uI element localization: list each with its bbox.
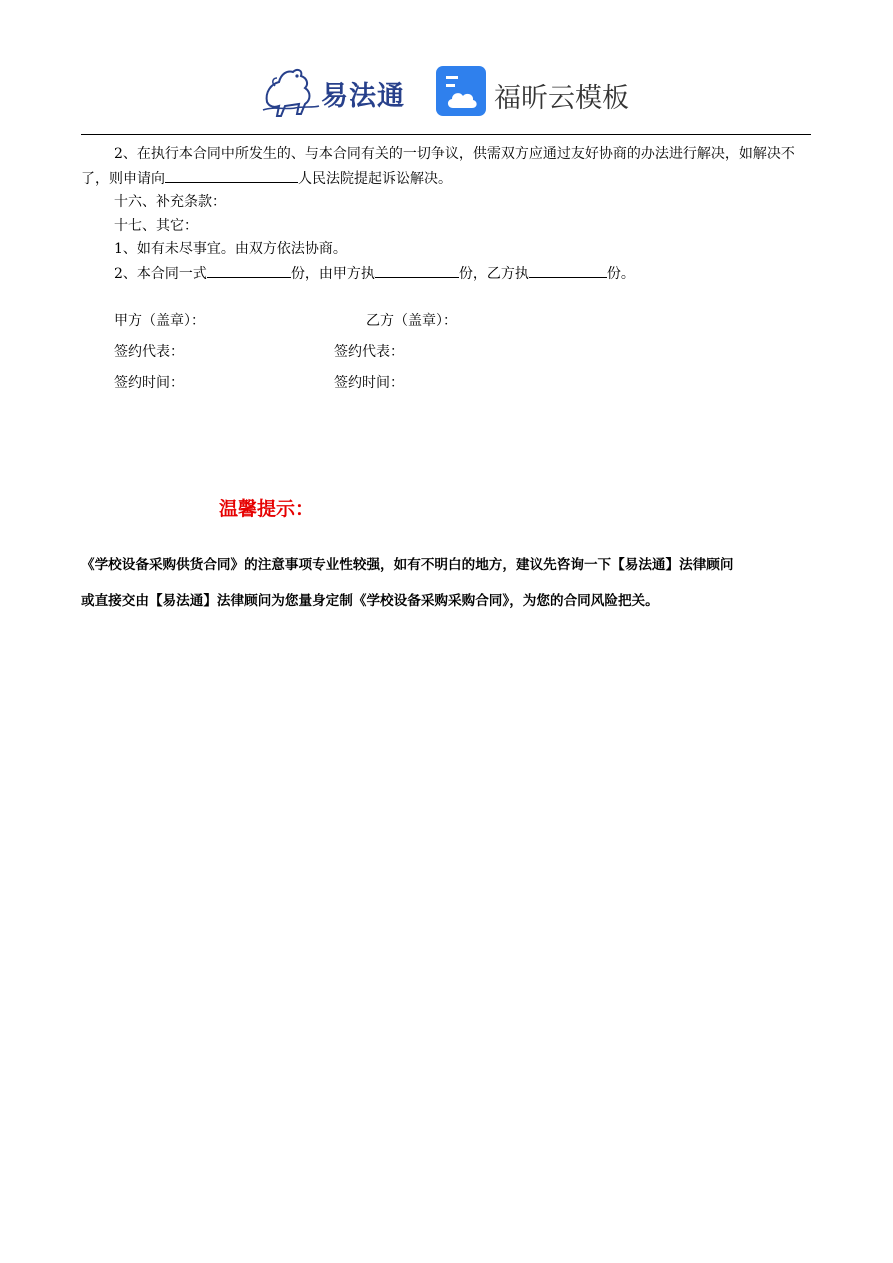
party-a-seal-label: 甲方（盖章）： <box>114 313 205 329</box>
party-b-seal-label: 乙方（盖章）： <box>366 313 457 329</box>
party-a-representative-label: 签约代表： <box>114 344 184 360</box>
court-name-blank <box>165 167 298 183</box>
qilin-icon <box>261 62 321 118</box>
page-header <box>0 58 893 128</box>
section-16-heading: 十六、补充条款： <box>114 194 226 210</box>
party-b-date-label: 签约时间： <box>334 375 404 391</box>
yifatong-brand-text: 易法通 <box>321 81 405 112</box>
tip-line-1: 《学校设备采购供货合同》的注意事项专业性较强，如有不明白的地方，建议先咨询一下【易法通】法律顾问 <box>81 557 734 573</box>
copies-total-blank <box>207 262 291 278</box>
contract-body <box>81 143 813 286</box>
copies-party-a-blank <box>375 262 459 278</box>
party-b-representative-label: 签约代表： <box>334 344 404 360</box>
other-item-2: 2、本合同一式 份，由甲方执 份，乙方执 份。 <box>81 262 813 287</box>
copies-party-b-blank <box>529 262 607 278</box>
tip-title: 温馨提示： <box>219 498 315 520</box>
party-a-date-label: 签约时间： <box>114 375 184 391</box>
section-17-heading: 十七、其它： <box>114 217 198 234</box>
yifatong-logo <box>261 62 421 118</box>
other-item-1: 1、如有未尽事宜。由双方依法协商。 <box>114 241 347 257</box>
header-divider <box>81 134 811 135</box>
cloud-document-icon <box>436 66 486 116</box>
tip-line-2: 或直接交由【易法通】法律顾问为您量身定制《学校设备采购采购合同》，为您的合同风险把关。 <box>81 593 659 609</box>
foxit-template-logo <box>436 66 636 120</box>
dispute-clause: 2、在执行本合同中所发生的、与本合同有关的一切争议，供需双方应通过友好协商的办法进行解决，如解决不了，则申请向 人民法院提起诉讼解决。 <box>81 146 795 187</box>
foxit-brand-text: 福昕云模板 <box>494 83 629 114</box>
